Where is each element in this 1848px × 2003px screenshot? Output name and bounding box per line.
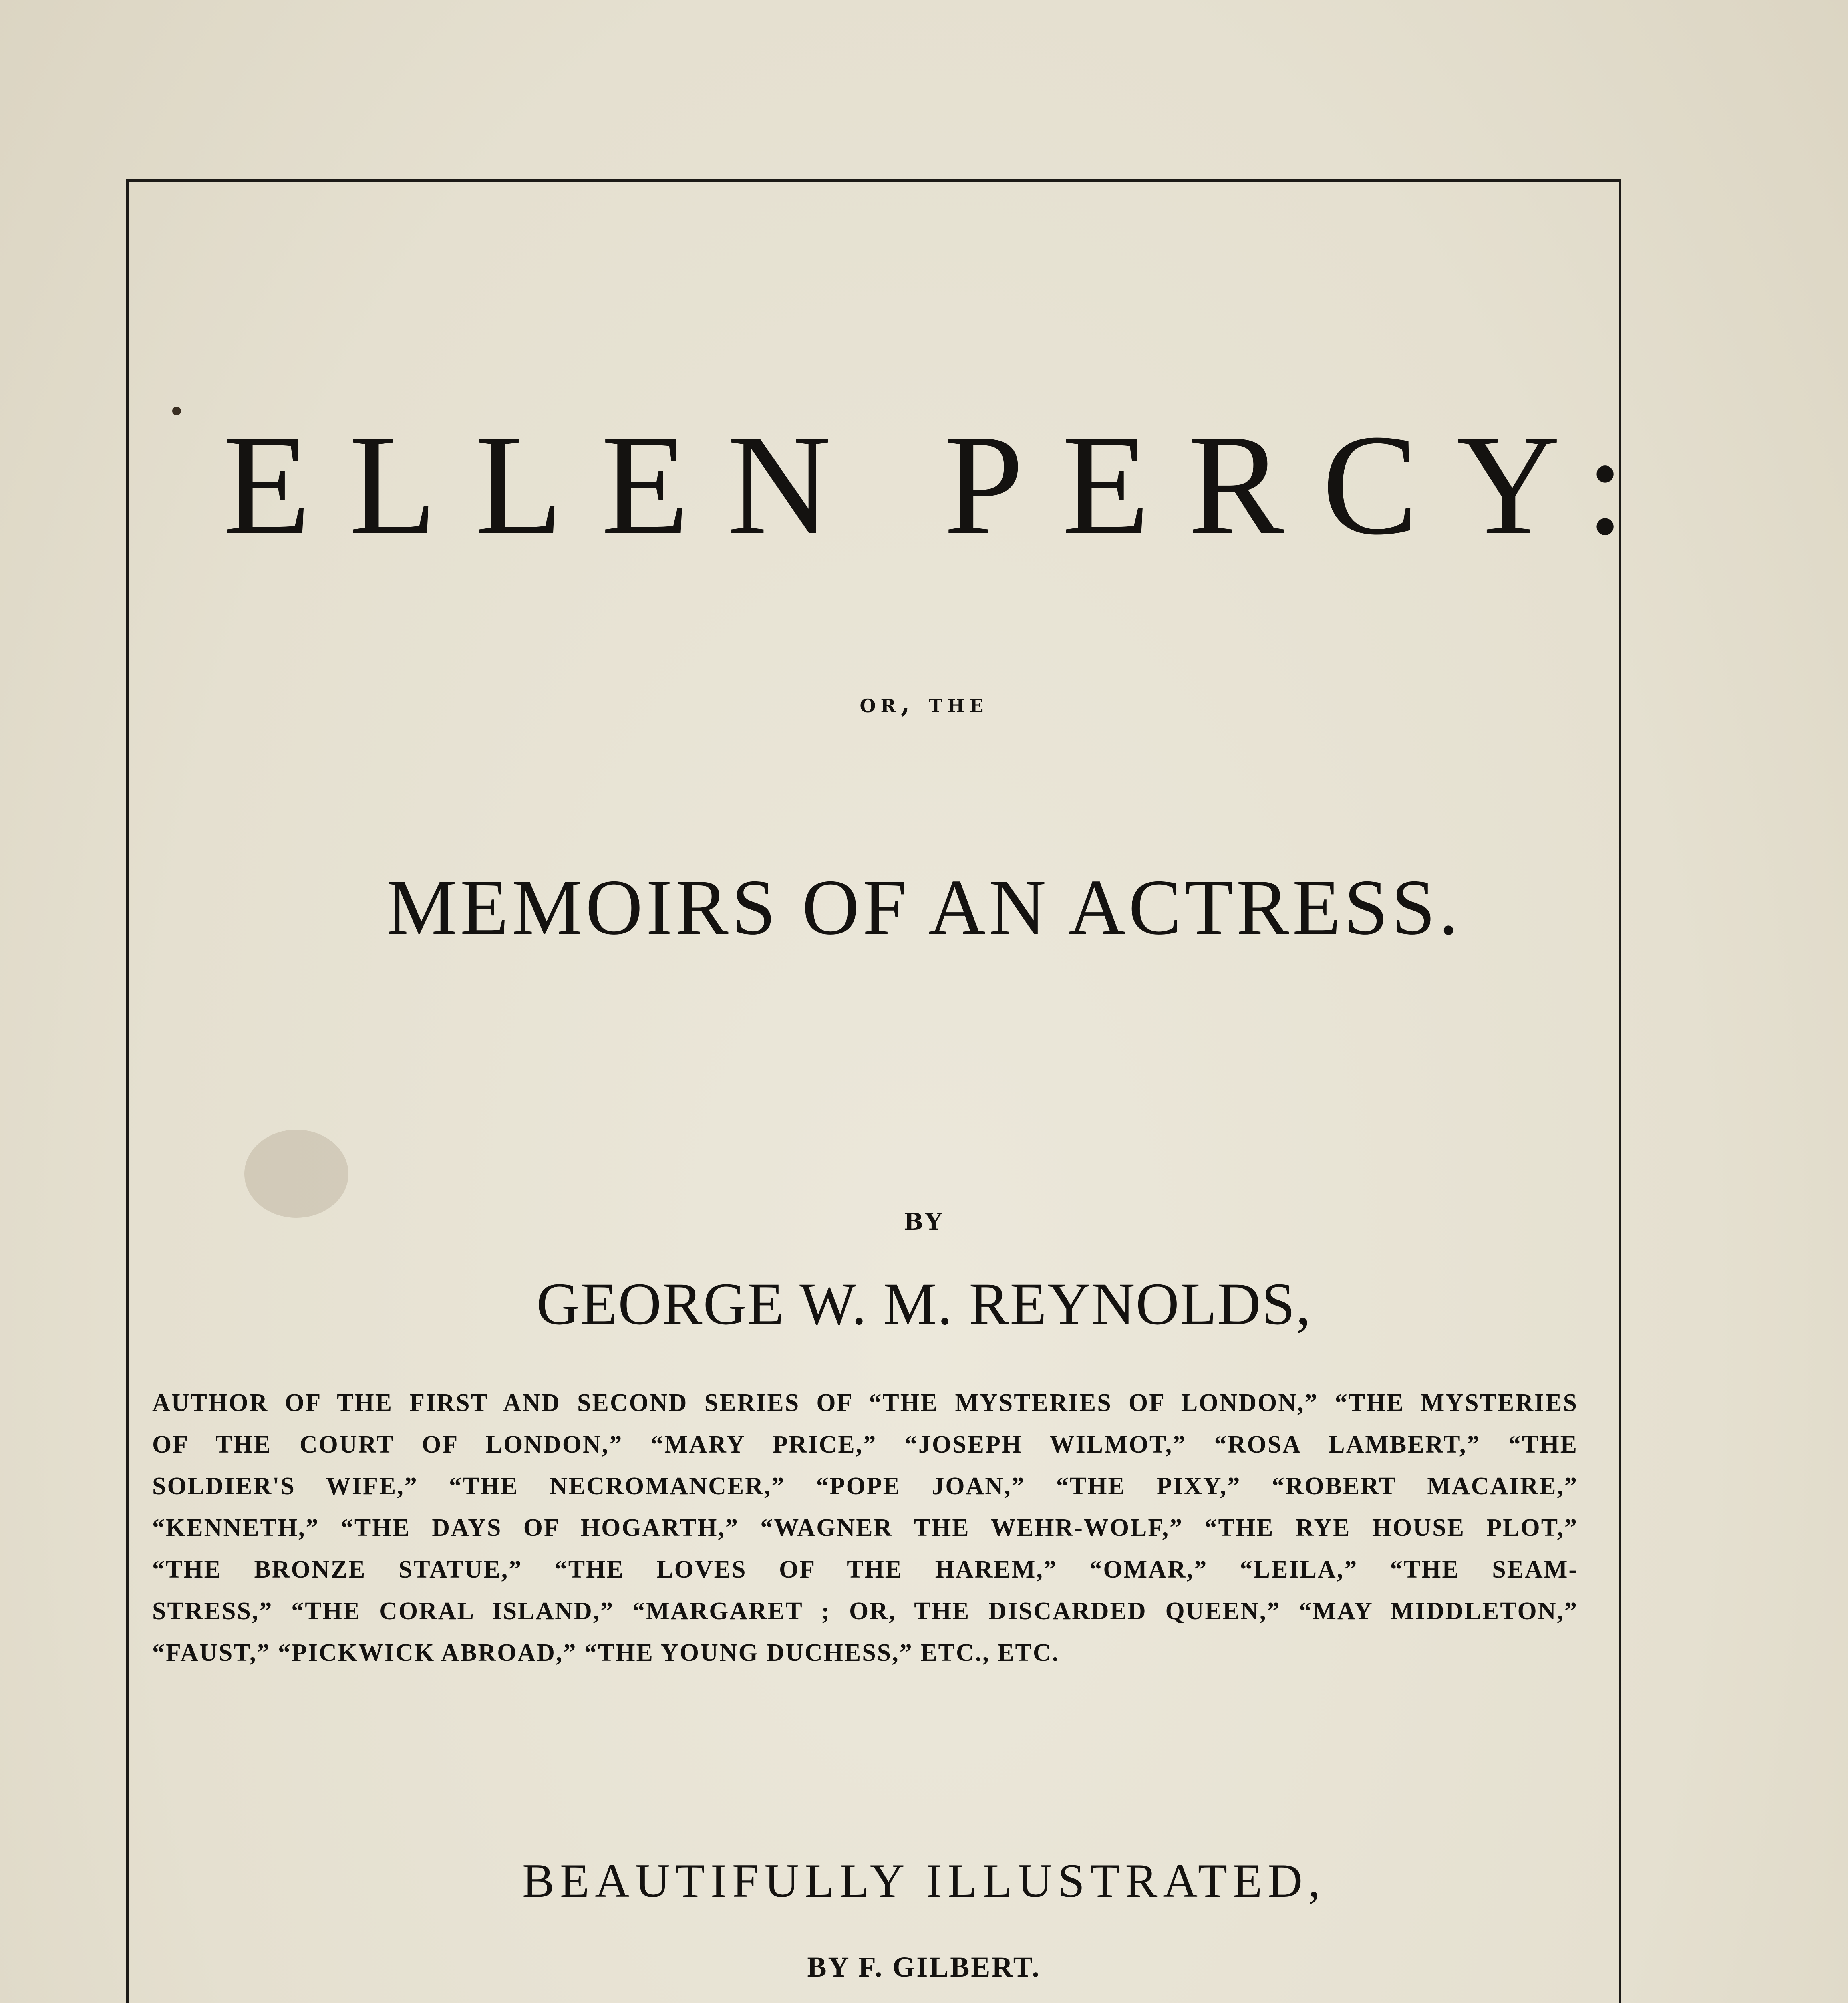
illustrator-name: BY F. GILBERT. [807,1951,1041,1983]
illustration-note: BEAUTIFULLY ILLUSTRATED, [522,1854,1326,1907]
credits-line: AUTHOR OF THE FIRST AND SECOND SERIES OF “THE MYSTERIES OF LONDON,” “THE MYSTERIES [152,1389,1578,1417]
credits-line: “THE BRONZE STATUE,” “THE LOVES OF THE HAREM,” “OMAR,” “LEILA,” “THE SEAM- [152,1556,1578,1583]
author-credits [152,1382,1578,1674]
credits-line: STRESS,” “THE CORAL ISLAND,” “MARGARET ; OR, THE DISCARDED QUEEN,” “MAY MIDDLETON,” [152,1598,1578,1625]
credits-line: SOLDIER'S WIFE,” “THE NECROMANCER,” “POPE JOAN,” “THE PIXY,” “ROBERT MACAIRE,” [152,1473,1578,1500]
by-label: BY [904,1208,944,1235]
author-name: GEORGE W. M. REYNOLDS, [536,1271,1312,1337]
credits-line: OF THE COURT OF LONDON,” “MARY PRICE,” “JOSEPH WILMOT,” “ROSA LAMBERT,” “THE [152,1431,1578,1458]
credits-line: “FAUST,” “PICKWICK ABROAD,” “THE YOUNG DUCHESS,” ETC., ETC. [152,1639,1060,1666]
book-title: ELLEN PERCY: [223,405,1663,564]
credits-line: “KENNETH,” “THE DAYS OF HOGARTH,” “WAGNER THE WEHR-WOLF,” “THE RYE HOUSE PLOT,” [152,1514,1578,1542]
title-conjunction: or, the [860,687,988,719]
book-subtitle: MEMOIRS OF AN ACTRESS. [386,863,1462,951]
